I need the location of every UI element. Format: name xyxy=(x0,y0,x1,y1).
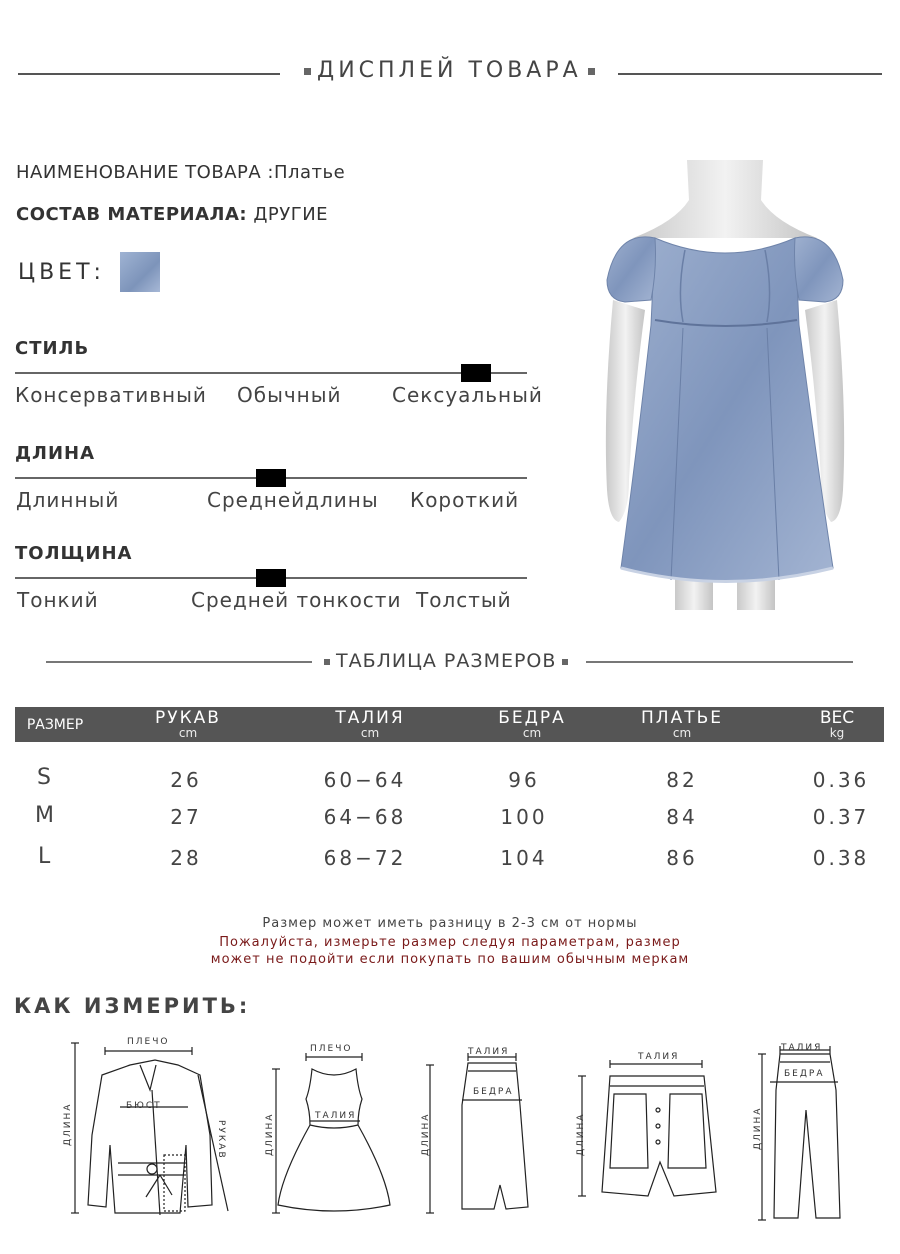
dress-shoulder-label: ПЛЕЧО xyxy=(310,1044,353,1054)
column-name: ТАЛИЯ xyxy=(335,708,405,728)
shorts-diagram xyxy=(570,1050,730,1210)
how-to-measure-title: КАК ИЗМЕРИТЬ: xyxy=(14,994,251,1018)
skirt-diagram xyxy=(418,1045,538,1215)
scale-option: Обычный xyxy=(237,383,342,407)
column-name: РУКАВ xyxy=(155,708,221,728)
column-name: БЕДРА xyxy=(498,708,566,728)
product-name-label: НАИМЕНОВАНИЕ ТОВАРА : xyxy=(16,162,274,183)
product-name-value: Платье xyxy=(273,162,346,183)
scale-option: Тонкий xyxy=(17,588,99,612)
product-image xyxy=(585,150,865,610)
table-cell: 82 xyxy=(666,768,698,792)
scale-marker-style xyxy=(461,364,491,382)
display-title xyxy=(298,58,601,83)
table-cell: 104 xyxy=(500,846,548,870)
color-swatch xyxy=(120,252,160,292)
jacket-diagram xyxy=(60,1035,240,1220)
table-cell: 60−64 xyxy=(323,768,407,792)
column-name: ВЕС xyxy=(819,708,855,728)
scale-option: Средней тонкости xyxy=(191,588,402,612)
table-cell: 26 xyxy=(170,768,202,792)
table-cell: 96 xyxy=(508,768,540,792)
scale-title-style: СТИЛЬ xyxy=(15,338,90,359)
material-label: СОСТАВ МАТЕРИАЛА: xyxy=(16,204,248,225)
size-cell: L xyxy=(38,844,51,869)
scale-marker-thickness xyxy=(256,569,286,587)
bullet-icon xyxy=(324,659,330,665)
scale-track-style xyxy=(15,372,527,374)
column-header xyxy=(622,709,742,740)
pants-hips-label: БЕДРА xyxy=(784,1069,825,1079)
column-unit: cm xyxy=(522,726,542,740)
column-header xyxy=(310,709,430,740)
bullet-icon xyxy=(304,68,311,75)
pants-length-label: ДЛИНА xyxy=(753,1106,763,1150)
column-unit: kg xyxy=(829,726,845,740)
table-cell: 0.36 xyxy=(812,768,870,792)
table-cell: 0.38 xyxy=(812,846,870,870)
scale-option: Короткий xyxy=(410,488,520,512)
bullet-icon xyxy=(562,659,568,665)
warning-note-line1: Пожалуйста, измерьте размер следуя параметрам, размер xyxy=(219,935,681,950)
scale-option: Длинный xyxy=(16,488,120,512)
dress-waist-label: ТАЛИЯ xyxy=(315,1111,357,1121)
column-header xyxy=(787,709,887,740)
column-header xyxy=(128,709,248,740)
color-label: ЦВЕТ: xyxy=(18,260,105,285)
column-name: ПЛАТЬЕ xyxy=(641,708,723,728)
table-cell: 27 xyxy=(170,805,202,829)
column-header xyxy=(472,709,592,740)
scale-title-length: ДЛИНА xyxy=(15,443,96,464)
scale-option: Консервативный xyxy=(15,383,207,407)
column-unit: cm xyxy=(178,726,198,740)
pants-diagram xyxy=(750,1030,850,1225)
shorts-length-label: ДЛИНА xyxy=(576,1112,586,1156)
column-header xyxy=(15,716,95,734)
product-name xyxy=(16,162,345,183)
title-rule-right xyxy=(618,73,882,75)
warning-note-line2: может не подойти если покупать по вашим обычным меркам xyxy=(210,952,690,967)
size-title-rule-left xyxy=(46,661,312,663)
jacket-sleeve-label: РУКАВ xyxy=(216,1120,226,1160)
size-table-header xyxy=(15,707,884,742)
material-value: ДРУГИЕ xyxy=(253,204,329,225)
table-cell: 28 xyxy=(170,846,202,870)
jacket-length-label: ДЛИНА xyxy=(63,1102,73,1146)
jacket-shoulder-label: ПЛЕЧО xyxy=(127,1037,170,1047)
table-cell: 86 xyxy=(666,846,698,870)
table-cell: 0.37 xyxy=(812,805,870,829)
column-unit: cm xyxy=(360,726,380,740)
scale-title-thickness: ТОЛЩИНА xyxy=(15,543,133,564)
shorts-waist-label: ТАЛИЯ xyxy=(638,1052,680,1062)
skirt-waist-label: ТАЛИЯ xyxy=(468,1047,510,1057)
scale-option: Среднейдлины xyxy=(207,488,379,512)
product-material xyxy=(16,204,328,225)
size-cell: S xyxy=(37,765,51,790)
pants-waist-label: ТАЛИЯ xyxy=(781,1043,823,1053)
table-cell: 68−72 xyxy=(323,846,407,870)
bullet-icon xyxy=(588,68,595,75)
size-table-title-text: ТАБЛИЦА РАЗМЕРОВ xyxy=(336,650,557,672)
table-cell: 100 xyxy=(500,805,548,829)
scale-option: Толстый xyxy=(416,588,512,612)
size-table-title xyxy=(318,650,574,672)
size-note: Размер может иметь разницу в 2-3 см от нормы xyxy=(262,916,638,931)
dress-length-label: ДЛИНА xyxy=(265,1112,275,1156)
size-cell: M xyxy=(35,803,54,828)
skirt-length-label: ДЛИНА xyxy=(421,1112,431,1156)
display-title-text: ДИСПЛЕЙ ТОВАРА xyxy=(317,58,582,83)
column-unit: cm xyxy=(672,726,692,740)
dress-diagram xyxy=(262,1045,402,1215)
table-cell: 64−68 xyxy=(323,805,407,829)
scale-option: Сексуальный xyxy=(392,383,543,407)
jacket-bust-label: БЮСТ xyxy=(126,1101,162,1111)
skirt-hips-label: БЕДРА xyxy=(473,1087,514,1097)
table-cell: 84 xyxy=(666,805,698,829)
column-name: РАЗМЕР xyxy=(26,717,84,733)
size-title-rule-right xyxy=(586,661,853,663)
title-rule-left xyxy=(18,73,280,75)
scale-marker-length xyxy=(256,469,286,487)
